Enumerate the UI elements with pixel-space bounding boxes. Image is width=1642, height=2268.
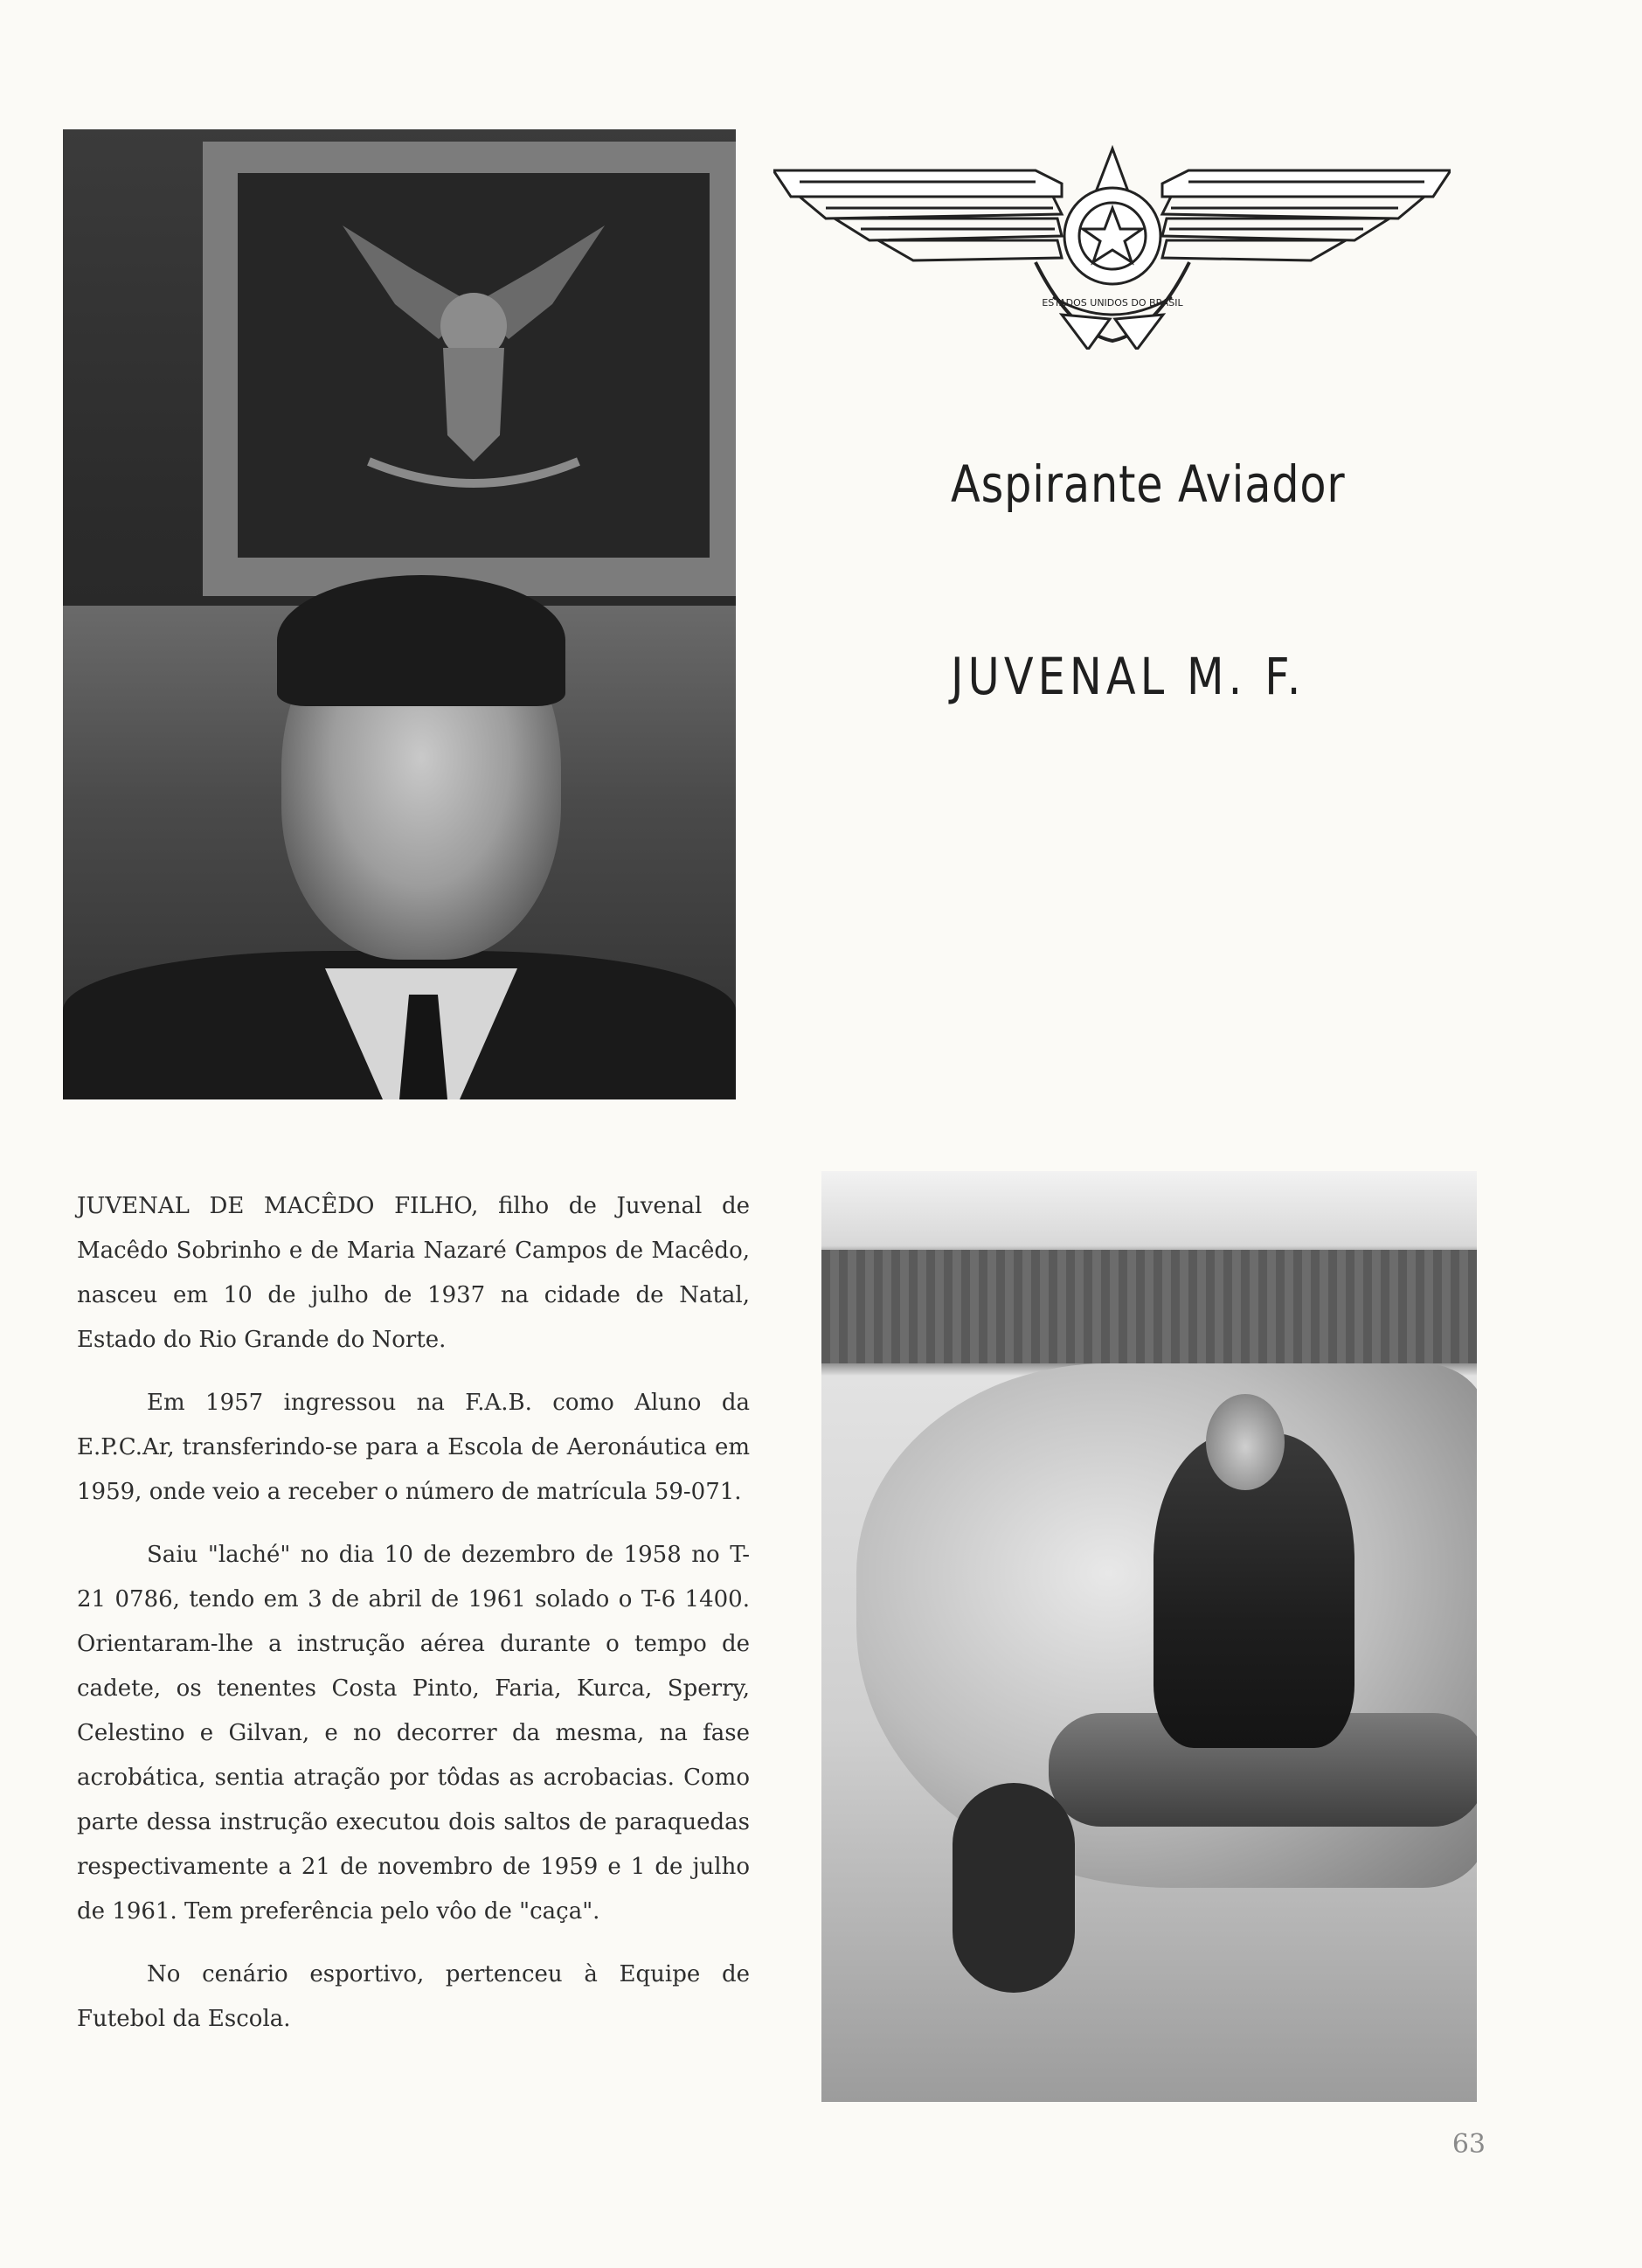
page-number: 63: [1451, 2129, 1486, 2160]
cadet-name: JUVENAL M. F.: [951, 647, 1306, 706]
svg-text:ESTADOS UNIDOS DO BRASIL: ESTADOS UNIDOS DO BRASIL: [1042, 297, 1183, 309]
bio-paragraph: JUVENAL DE MACÊDO FILHO, filho de Juvenal de Macêdo Sobrinho e de Maria Nazaré Campos de Macêdo, nasceu em 10 de julho de 1937 na cidade de Natal, Estado do Rio Grande do Norte.: [77, 1193, 750, 1353]
rank-title: Aspirante Aviador: [951, 454, 1346, 514]
bio-paragraph: Saiu "laché" no dia 10 de dezembro de 1958 no T-21 0786, tendo em 3 de abril de 1961 solado o T-6 1400. Orientaram-lhe a instrução aérea durante o tempo de cadete, os tenentes Costa Pinto, Faria, Kurca, Sperry, Celestino e Gilvan, e no decorrer da mesma, na fase acrobática, sentia atração por tôdas as acrobacias. Como parte dessa instrução executou dois saltos de paraquedas respectivamente a 21 de novembro de 1959 e 1 de julho de 1961. Tem preferência pelo vôo de "caça".: [77, 1542, 750, 1925]
bio-paragraph: Em 1957 ingressou na F.A.B. como Aluno da E.P.C.Ar, transferindo-se para a Escola de Aeronáutica em 1959, onde veio a receber o número de matrícula 59-071.: [77, 1390, 750, 1505]
portrait-photo: [63, 129, 736, 1099]
eagle-emblem-icon: [238, 173, 710, 558]
framed-emblem: [203, 142, 736, 596]
pilot-wings-insignia-icon: [773, 131, 1451, 350]
landing-gear: [953, 1783, 1075, 1993]
bio-paragraph: No cenário esportivo, pertenceu à Equipe de Futebol da Escola.: [77, 1961, 750, 2032]
aircraft-photo: [821, 1171, 1477, 2102]
biography: [77, 1184, 750, 2060]
